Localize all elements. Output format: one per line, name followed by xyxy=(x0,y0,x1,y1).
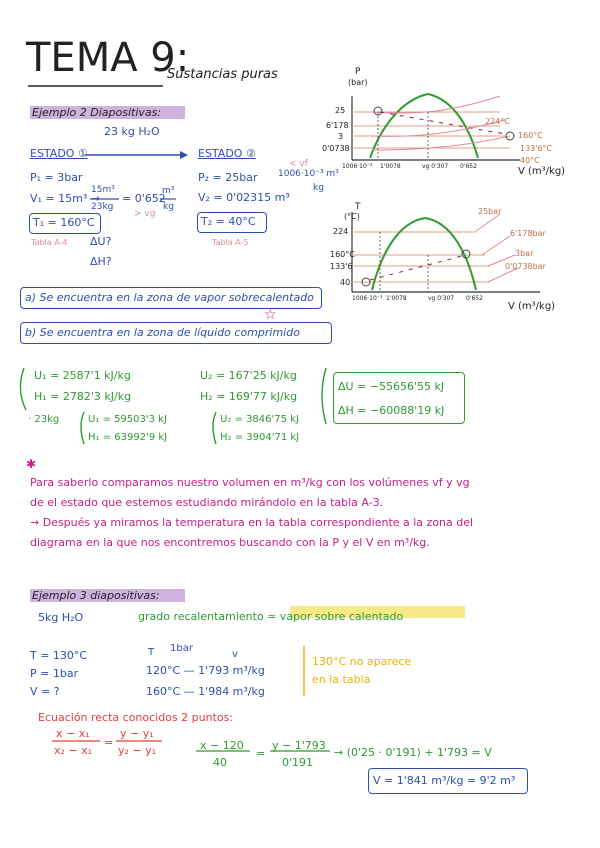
pv-tick: 25 xyxy=(335,106,346,115)
state1-label: ESTADO ① xyxy=(30,147,88,160)
tv-tick: 160°C xyxy=(330,250,355,259)
final-result: V = 1'841 m³/kg = 9'2 m³ xyxy=(373,774,516,787)
pv-isotherm-label: 224°C xyxy=(485,117,510,126)
subst-equals: = xyxy=(256,747,266,760)
given-temperature: T = 130°C xyxy=(30,649,88,662)
table-row-2: 160°C — 1'984 m³/kg xyxy=(146,685,265,698)
state2-ratio: 1006·10⁻³ m³ xyxy=(278,169,339,179)
state1-volume: V₁ = 15m³ → xyxy=(30,192,100,205)
state1-frac-den: 23kg xyxy=(91,202,114,212)
tv-ylabel: T xyxy=(355,202,361,212)
table-col-t: T xyxy=(148,647,155,658)
state2-table: Tabla A-5 xyxy=(212,238,249,247)
state2-temp: T₂ = 40°C xyxy=(201,215,256,228)
state1-unit-den: kg xyxy=(163,202,174,212)
formula-equals: = xyxy=(104,736,114,749)
given-volume: V = ? xyxy=(30,685,60,698)
h2-total: H₂ = 3904'71 kJ xyxy=(220,432,300,443)
state1-temp: T₁ = 160°C xyxy=(33,216,95,229)
example3-grado: grado recalentamiento ≃ vapor sobre calentado xyxy=(138,610,404,623)
tv-yunit: (°C) xyxy=(344,212,360,221)
u1-value: U₁ = 2587'1 kJ/kg xyxy=(34,369,131,382)
note-line-4: diagrama en la que nos encontremos buscando con la P y el V en m³/kg. xyxy=(30,536,430,549)
tv-tick: 224 xyxy=(333,227,349,236)
pv-tick: 3 xyxy=(338,132,344,141)
statement-a: a) Se encuentra en la zona de vapor sobrecalentado xyxy=(25,291,314,304)
state1-gt-vg: > vg xyxy=(134,209,156,219)
pv-tick: 6'178 xyxy=(326,121,349,130)
state1-v-result: = 0'652 xyxy=(122,192,166,205)
state2-pressure: P₂ = 25bar xyxy=(198,171,258,184)
example3-mass: 5kg H₂O xyxy=(38,611,84,624)
delta-h-result: ΔH = −60088'19 kJ xyxy=(338,404,445,417)
tv-tick: 133'6 xyxy=(330,262,353,271)
page-title: TEMA 9: xyxy=(26,35,190,81)
pv-isotherm-label: 160°C xyxy=(518,131,543,140)
star-icon: ☆ xyxy=(264,307,277,323)
example3-heading: Ejemplo 3 diapositivas: xyxy=(32,589,160,602)
tv-isobar-label: 3bar xyxy=(515,249,534,258)
table-col-p: 1bar xyxy=(170,643,193,654)
state1-unit-num: m³ xyxy=(162,186,175,196)
u2-value: U₂ = 167'25 kJ/kg xyxy=(200,369,297,382)
pv-xtick: 1'0078 xyxy=(380,163,401,170)
u2-total: U₂ = 3846'75 kJ xyxy=(220,414,299,425)
state2-volume: V₂ = 0'02315 m³ xyxy=(198,191,290,204)
note-line-1: Para saberlo comparamos nuestro volumen en m³/kg con los volúmenes vf y vg xyxy=(30,476,470,489)
tv-xtick: 1006·10⁻³ xyxy=(352,295,383,302)
equation-title: Ecuación recta conocidos 2 puntos: xyxy=(38,711,234,724)
delta-u-result: ΔU = −55656'55 kJ xyxy=(338,380,445,393)
delta-h-question: ΔH? xyxy=(90,255,112,268)
given-pressure: P = 1bar xyxy=(30,667,79,680)
state1-table: Tabla A-4 xyxy=(31,238,68,247)
example2-heading: Ejemplo 2 Diapositivas: xyxy=(32,106,162,119)
state2-label: ESTADO ② xyxy=(198,147,256,160)
note-line-3: → Después ya miramos la temperatura en la tabla correspondiente a la zona del xyxy=(30,516,474,529)
tv-tick: 40 xyxy=(340,278,351,287)
subst-right-den: 0'191 xyxy=(282,756,314,769)
pv-ylabel: P xyxy=(355,67,361,77)
pv-xtick: 1006·10⁻³ xyxy=(342,163,373,170)
pv-xtick: 0'652 xyxy=(460,163,477,170)
tv-isobar-label: 6'178bar xyxy=(510,229,546,238)
table-col-v: v xyxy=(232,649,238,660)
formula-left-den: x₂ − x₁ xyxy=(54,744,93,757)
pv-xlabel: V (m³/kg) xyxy=(518,166,566,177)
subst-right-num: y − 1'793 xyxy=(272,739,326,752)
formula-right-den: y₂ − y₁ xyxy=(118,744,157,757)
h2-value: H₂ = 169'77 kJ/kg xyxy=(200,390,298,403)
note-star-icon: ✱ xyxy=(26,457,37,471)
tv-isobar-label: 25bar xyxy=(478,207,502,216)
subst-result: → (0'25 · 0'191) + 1'793 = V xyxy=(334,746,492,759)
example2-mass: 23 kg H₂O xyxy=(104,125,160,138)
note-130-line-2: en la tabla xyxy=(312,673,371,686)
mass-multiplier: · 23kg xyxy=(28,414,60,425)
formula-right-num: y − y₁ xyxy=(120,727,154,740)
subst-left-den: 40 xyxy=(213,756,227,769)
pv-yunit: (bar) xyxy=(348,78,368,87)
tv-xtick: 0'652 xyxy=(466,295,483,302)
note-130-line-1: 130°C no aparece xyxy=(312,655,412,668)
state1-frac-num: 15m³ xyxy=(91,185,115,195)
state1-pressure: P₁ = 3bar xyxy=(30,171,83,184)
tv-xlabel: V (m³/kg) xyxy=(508,301,556,312)
tv-isobar-label: 0'0738bar xyxy=(505,262,546,271)
note-line-2: de el estado que estemos estudiando mirándolo en la tabla A-3. xyxy=(30,496,384,509)
tv-xtick: vg 0'307 xyxy=(428,295,455,302)
pv-isotherm-label: 40°C xyxy=(520,156,540,165)
state2-lt-vf: < vf xyxy=(289,159,308,169)
page-subtitle: Sustancias puras xyxy=(167,67,278,82)
pv-isotherm-label: 133'6°C xyxy=(520,144,553,153)
formula-left-num: x − x₁ xyxy=(56,727,90,740)
delta-u-question: ΔU? xyxy=(90,235,112,248)
h1-value: H₁ = 2782'3 kJ/kg xyxy=(34,390,132,403)
h1-total: H₁ = 63992'9 kJ xyxy=(88,432,168,443)
state2-ratio-den: kg xyxy=(313,183,324,193)
table-row-1: 120°C — 1'793 m³/kg xyxy=(146,664,265,677)
statement-b: b) Se encuentra en la zona de líquido comprimido xyxy=(25,326,300,339)
u1-total: U₁ = 59503'3 kJ xyxy=(88,414,167,425)
subst-left-num: x − 120 xyxy=(200,739,244,752)
tv-xtick: 1'0078 xyxy=(386,295,407,302)
pv-tick: 0'0738 xyxy=(322,144,350,153)
pv-xtick: vg 0'307 xyxy=(422,163,449,170)
